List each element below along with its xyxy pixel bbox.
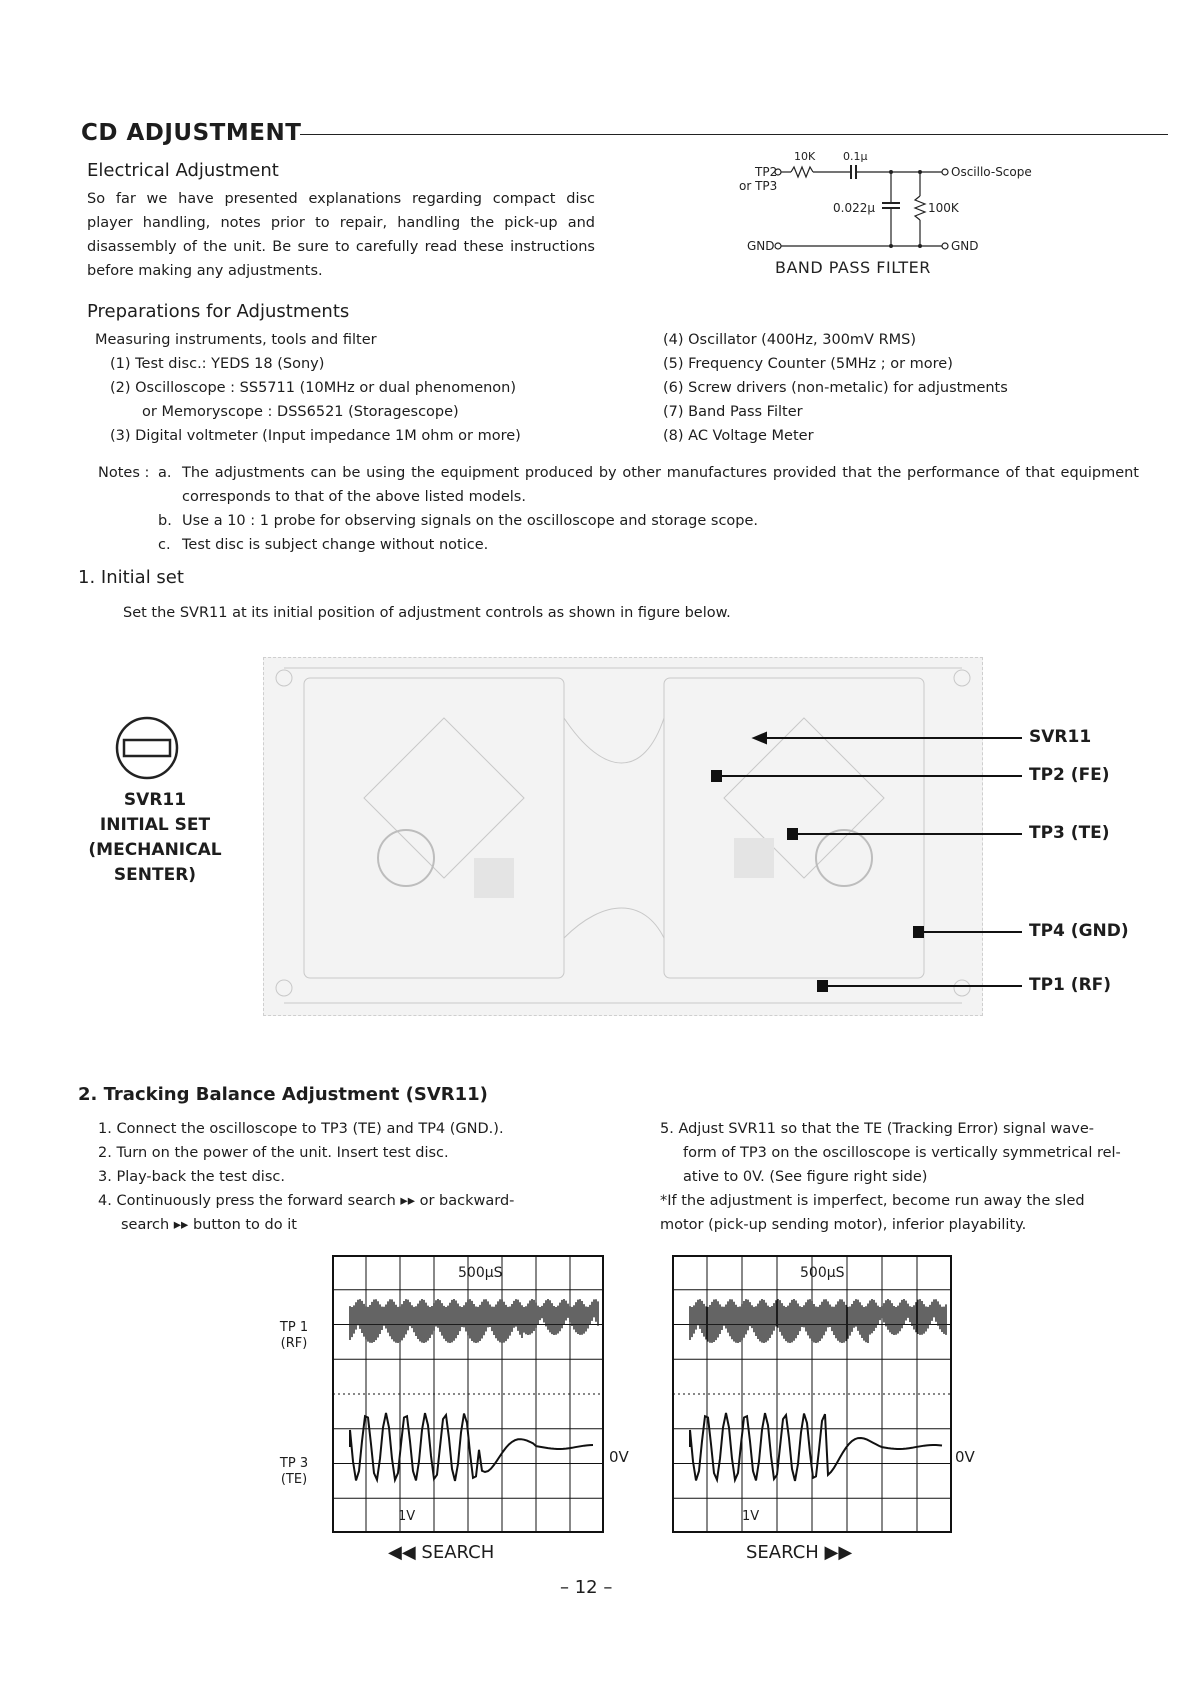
- note-a-text: The adjustments can be using the equipment produced by other manufactures provided that the performance of that equipment corresponds to that of the above listed models.: [182, 465, 1139, 505]
- scope-tp3-signal: (TE): [280, 1472, 308, 1487]
- svr11-caption: [80, 788, 230, 888]
- scope-left-timebase: 500μS: [458, 1265, 503, 1281]
- filter-tp2-label: TP2: [755, 165, 778, 179]
- callout-tp4: TP4 (GND): [1029, 921, 1129, 941]
- callout-tp2: TP2 (FE): [1029, 765, 1110, 785]
- electrical-text: So far we have presented explanations regarding compact disc player handling, notes prior to repair, handling the pick-up and disassembly of the unit. Be sure to carefully read these instructions before making any adjustments.: [87, 191, 595, 279]
- prep-item-5: (5) Frequency Counter (5MHz ; or more): [663, 356, 953, 372]
- section1-heading: 1. Initial set: [78, 567, 184, 588]
- preparations-intro: Measuring instruments, tools and filter: [95, 332, 377, 348]
- page-title: CD ADJUSTMENT: [81, 120, 302, 146]
- step-1: 1. Connect the oscilloscope to TP3 (TE) and TP4 (GND.).: [98, 1121, 504, 1137]
- svr11-caption-line1: SVR11: [123, 790, 187, 810]
- scope-tp3-name: TP 3: [279, 1456, 309, 1471]
- svr11-symbol-icon: [114, 715, 180, 781]
- electrical-heading: Electrical Adjustment: [87, 160, 279, 181]
- step-2: 2. Turn on the power of the unit. Insert test disc.: [98, 1145, 449, 1161]
- notes-label: Notes :: [98, 465, 150, 481]
- scope-left-zero: 0V: [609, 1448, 629, 1466]
- preparations-heading: Preparations for Adjustments: [87, 301, 350, 322]
- filter-gnd-left: GND: [747, 239, 775, 253]
- filter-r2-label: 100K: [928, 201, 959, 215]
- prep-item-8: (8) AC Voltage Meter: [663, 428, 814, 444]
- section2-heading: 2. Tracking Balance Adjustment (SVR11): [78, 1084, 488, 1105]
- prep-item-2: (2) Oscilloscope : SS5711 (10MHz or dual phenomenon): [110, 380, 517, 396]
- svr11-caption-line3: (MECHANICAL: [88, 840, 222, 860]
- warning-text: *If the adjustment is imperfect, become run away the sled: [660, 1193, 1085, 1209]
- step-4b: search ▸▸ button to do it: [121, 1217, 297, 1233]
- scope-tp1-label: [274, 1320, 314, 1352]
- scope-screen-left: [332, 1255, 604, 1533]
- scope-right-zero: 0V: [955, 1448, 975, 1466]
- note-c-key: c.: [158, 537, 171, 553]
- filter-c2-label: 0.022μ: [833, 201, 875, 215]
- forward-search-caption: SEARCH ▶▶: [746, 1542, 853, 1563]
- step-5c: ative to 0V. (See figure right side): [683, 1169, 928, 1185]
- scope-left-volt: 1V: [398, 1509, 416, 1524]
- step-4: 4. Continuously press the forward search ▸▸ or backward-: [98, 1193, 515, 1209]
- prep-item-4: (4) Oscillator (400Hz, 300mV RMS): [663, 332, 917, 348]
- scope-tp3-label: [274, 1456, 314, 1488]
- page-number: – 12 –: [560, 1577, 613, 1598]
- svr11-caption-line2: INITIAL SET: [99, 815, 211, 835]
- filter-r1-label: 10K: [794, 150, 816, 163]
- callout-tp3: TP3 (TE): [1029, 823, 1110, 843]
- backward-search-caption: ◀◀ SEARCH: [388, 1542, 495, 1563]
- step-5b: form of TP3 on the oscilloscope is vertically symmetrical rel-: [683, 1145, 1121, 1161]
- filter-output-label: Oscillo-Scope: [951, 165, 1032, 179]
- scope-tp1-name: TP 1: [279, 1320, 309, 1335]
- title-rule: [300, 134, 1168, 135]
- scope-right-volt: 1V: [742, 1509, 760, 1524]
- section1-text: Set the SVR11 at its initial position of adjustment controls as shown in figure below.: [123, 605, 731, 621]
- prep-item-6: (6) Screw drivers (non-metalic) for adjustments: [663, 380, 1008, 396]
- band-pass-filter-diagram: [715, 150, 1075, 280]
- note-a-key: a.: [158, 465, 172, 481]
- prep-item-7: (7) Band Pass Filter: [663, 404, 803, 420]
- scope-screen-right: [672, 1255, 952, 1533]
- callout-lines: [700, 718, 1030, 998]
- prep-item-3: (3) Digital voltmeter (Input impedance 1M ohm or more): [110, 428, 521, 444]
- callout-svr11: SVR11: [1029, 727, 1092, 747]
- prep-item-2b: or Memoryscope : DSS6521 (Storagescope): [142, 404, 459, 420]
- svr11-caption-line4: SENTER): [113, 865, 197, 885]
- filter-gnd-right: GND: [951, 239, 979, 253]
- note-b-key: b.: [158, 513, 172, 529]
- step-5: 5. Adjust SVR11 so that the TE (Tracking Error) signal wave-: [660, 1121, 1094, 1137]
- filter-c1-label: 0.1μ: [843, 150, 868, 163]
- warning-text-b: motor (pick-up sending motor), inferior playability.: [660, 1217, 1027, 1233]
- filter-title: BAND PASS FILTER: [775, 258, 931, 277]
- callout-tp1: TP1 (RF): [1029, 975, 1112, 995]
- filter-tp3-label: or TP3: [739, 179, 778, 193]
- scope-tp1-signal: (RF): [280, 1336, 308, 1351]
- prep-item-1: (1) Test disc.: YEDS 18 (Sony): [110, 356, 325, 372]
- note-b-text: Use a 10 : 1 probe for observing signals on the oscilloscope and storage scope.: [182, 513, 759, 529]
- step-3: 3. Play-back the test disc.: [98, 1169, 285, 1185]
- note-c-text: Test disc is subject change without notice.: [182, 537, 489, 553]
- scope-right-timebase: 500μS: [800, 1265, 845, 1281]
